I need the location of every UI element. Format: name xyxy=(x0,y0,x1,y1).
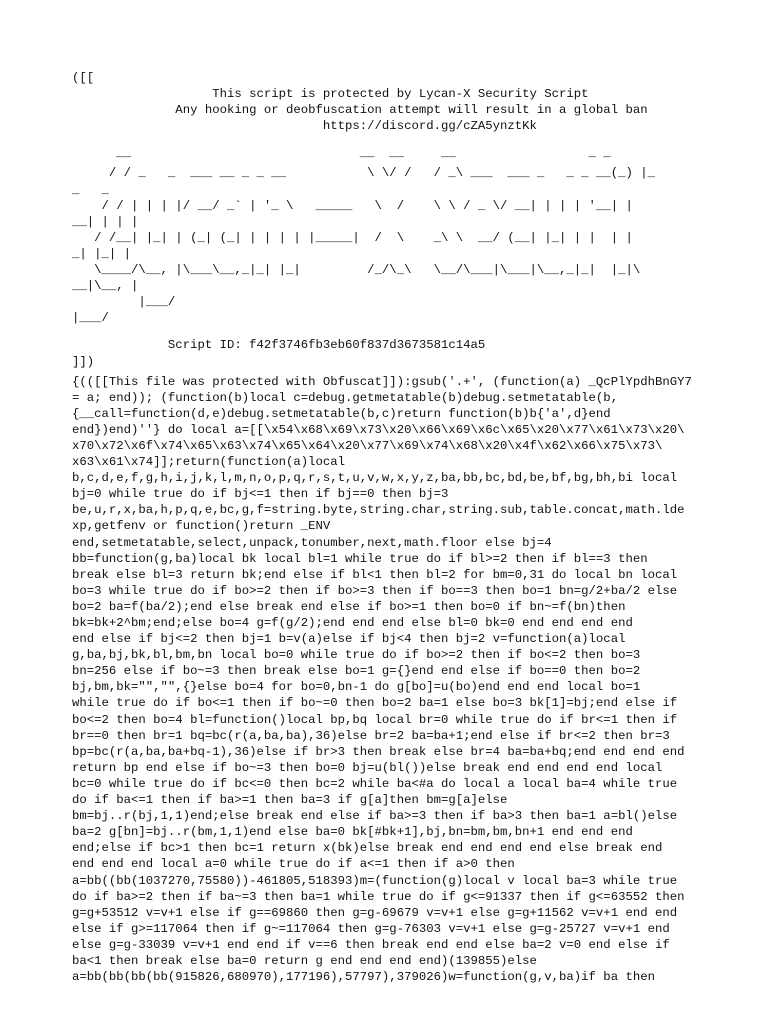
code-line: else g=g-33039 v=v+1 end end if v==6 then break end end else ba=2 v=0 end else if xyxy=(72,937,670,952)
code-line: bk=bk+2^bm;end;else bo=4 g=f(g/2);end end end else bl=0 bk=0 end end end end xyxy=(72,616,633,630)
code-line: end})end)''} do local a=[[\x54\x68\x69\x73\x20\x66\x69\x6c\x65\x20\x77\x61\x73\x20\ xyxy=(72,422,685,437)
ascii-art-line: _ _ xyxy=(72,182,109,197)
code-line: end else if bj<=2 then bj=1 b=v(a)else if bj<4 then bj=2 v=function(a)local xyxy=(72,632,626,647)
code-line: a=bb((bb(1037270,75580))-461805,518393)m=(function(g)local v local ba=3 while true xyxy=(72,873,678,888)
ascii-art-line: __| | | | xyxy=(72,214,139,229)
code-line: bj,bm,bk="","",{}else bo=4 for bo=0,bn-1 do g[bo]=u(bo)end end end local bo=1 xyxy=(72,680,641,695)
code-line: x70\x72\x6f\x74\x65\x63\x74\x65\x64\x20\x77\x69\x74\x68\x20\x4f\x62\x66\x75\x73\ xyxy=(72,438,663,453)
script-id: Script ID: f42f3746fb3eb60f837d3673581c14a5 xyxy=(72,338,486,353)
code-line: bb=function(g,ba)local bk local bl=1 while true do if bl>=2 then if bl==3 then xyxy=(72,551,648,566)
code-line: do if ba<=1 then if ba>=1 then ba=3 if g[a]then bm=g[a]else xyxy=(72,793,508,808)
code-line: g=g+53512 v=v+1 else if g==69860 then g=g-69679 v=v+1 else g=g+11562 v=v+1 end end xyxy=(72,905,678,920)
code-line: return bp end else if bo~=3 then bo=0 bj=u(bl())else break end end end end local xyxy=(72,760,663,775)
code-line: break else bl=3 return bk;end else if bl<1 then bl=2 for bm=0,31 do local bn local xyxy=(72,567,678,582)
code-line: br==0 then br=1 bq=bc(r(a,ba,ba),36)else br=2 ba=ba+1;end else if br<=2 then br=3 xyxy=(72,728,670,743)
code-line: = a; end)); (function(b)local c=debug.getmetatable(b)debug.setmetatable(b, xyxy=(72,390,619,405)
code-line: {(([[This file was protected with Obfuscat]]):gsub('.+', (function(a) _QcPlYpdhBnGY7 xyxy=(72,374,692,389)
ascii-art-line: __ __ __ __ _ _ xyxy=(72,146,611,161)
ascii-art-line: _| |_| | xyxy=(72,246,132,261)
code-line: bm=bj..r(bj,1,1)end;else break end else if ba>=3 then if ba>3 then ba=1 a=bl()else xyxy=(72,809,678,824)
code-line: while true do if bo<=1 then if bo~=0 then bo=2 ba=1 else bo=3 bk[1]=bj;end else if xyxy=(72,696,678,711)
code-line: x63\x61\x74]];return(function(a)local xyxy=(72,455,346,470)
protection-notice: This script is protected by Lycan-X Security Script xyxy=(72,87,589,102)
discord-link: https://discord.gg/cZA5ynztKk xyxy=(72,119,537,134)
code-line: b,c,d,e,f,g,h,i,j,k,l,m,n,o,p,q,r,s,t,u,v,w,x,y,z,ba,bb,bc,bd,be,bf,bg,bh,bi local xyxy=(72,471,678,486)
code-line: bo=3 while true do if bo>=2 then if bo>=3 then if bo==3 then bo=1 bn=g/2+ba/2 else xyxy=(72,583,678,598)
ascii-art-line: / / | | | |/ __/ _` | '_ \ _____ \ / \ \ / _ \/ __| | | | '__| | xyxy=(72,198,633,213)
header-open: ([[ xyxy=(72,71,95,85)
ban-warning: Any hooking or deobfuscation attempt will result in a global ban xyxy=(72,103,648,118)
ascii-art-line: __|\__, | xyxy=(72,279,139,294)
header-close: ]]) xyxy=(72,354,95,369)
code-line: bn=256 else if bo~=3 then break else bo=1 g={}end end else if bo==0 then bo=2 xyxy=(72,664,641,679)
ascii-art-banner xyxy=(72,145,712,326)
code-line: else if g>=117064 then if g~=117064 then g=g-76303 v=v+1 else g=g-25727 v=v+1 end xyxy=(72,921,670,936)
code-line: do if ba>=2 then if ba~=3 then ba=1 while true do if g<=91337 then if g<=63552 then xyxy=(72,889,685,904)
code-line: bc=0 while true do if bc<=0 then bc=2 while ba<#a do local a local ba=4 while true xyxy=(72,776,678,791)
code-line: ba=2 g[bn]=bj..r(bm,1,1)end else ba=0 bk[#bk+1],bj,bn=bm,bm,bn+1 end end end xyxy=(72,825,633,840)
ascii-art-line: \____/\__, |\___\__,_|_| |_| /_/\_\ \__/\___|\___|\__,_|_| |_|\ xyxy=(72,263,641,278)
code-line: bo<=2 then bo=4 bl=function()local bp,bq local br=0 while true do if br<=1 then if xyxy=(72,712,678,727)
code-line: bj=0 while true do if bj<=1 then if bj==0 then bj=3 xyxy=(72,487,449,502)
obfuscated-code-block xyxy=(72,374,712,986)
ascii-art-line: / /__| |_| | (_| (_| | | | | |_____| / \ _\ \ __/ (__| |_| | | | | xyxy=(72,230,633,245)
code-line: g,ba,bj,bk,bl,bm,bn local bo=0 while true do if bo>=2 then if bo<=2 then bo=3 xyxy=(72,648,641,663)
document-page xyxy=(72,70,712,985)
code-line: end,setmetatable,select,unpack,tonumber,next,math.floor else bj=4 xyxy=(72,535,552,550)
ascii-art-line: |___/ xyxy=(72,311,109,326)
code-line: a=bb(bb(bb(bb(915826,680970),177196),57797),379026)w=function(g,v,ba)if ba then xyxy=(72,970,655,985)
code-line: end;else if bc>1 then bc=1 return x(bk)else break end end end end else break end xyxy=(72,841,663,856)
ascii-art-line: |___/ xyxy=(72,295,176,310)
code-line: be,u,r,x,ba,h,p,q,e,bc,g,f=string.byte,string.char,string.sub,table.concat,math.lde xyxy=(72,503,685,518)
code-line: ba<1 then break else ba=0 return g end end end end)(139855)else xyxy=(72,953,537,968)
ascii-art-line: / / _ _ ___ __ _ _ __ \ \/ / / _\ ___ ___ _ _ _ __(_) |_ xyxy=(72,166,655,181)
code-line: end end end local a=0 while true do if a<=1 then if a>0 then xyxy=(72,857,515,872)
protection-header xyxy=(72,70,712,134)
code-line: {__call=function(d,e)debug.setmetatable(b,c)return function(b)b{'a',d}end xyxy=(72,406,611,421)
code-line: xp,getfenv or function()return _ENV xyxy=(72,519,331,534)
code-line: bp=bc(r(a,ba,ba+bq-1),36)else if br>3 then break else br=4 ba=ba+bq;end end end end xyxy=(72,744,685,759)
code-line: bo=2 ba=f(ba/2);end else break end else if bo>=1 then bo=0 if bn~=f(bn)then xyxy=(72,599,626,614)
